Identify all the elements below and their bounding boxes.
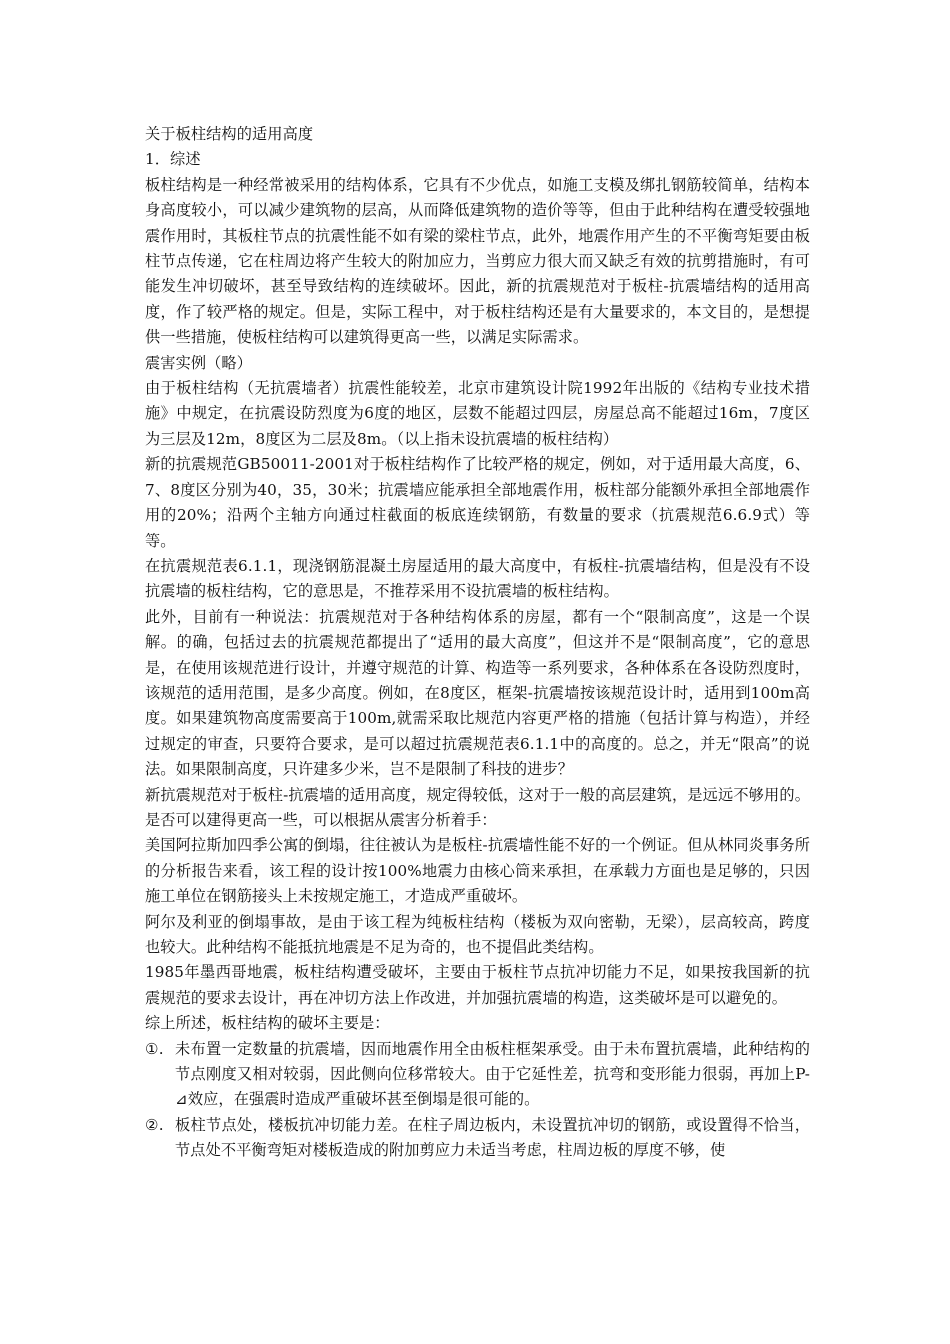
list-item: [145, 1037, 810, 1113]
list-text: 板柱节点处，楼板抗冲切能力差。在柱子周边板内，未设置抗冲切的钢筋，或设置得不恰当，节点处不平衡弯矩对楼板造成的附加剪应力未适当考虑，柱周边板的厚度不够，使: [175, 1115, 810, 1160]
list-item: [145, 1113, 810, 1164]
document-title: 关于板柱结构的适用高度: [145, 125, 314, 143]
paragraph: 震害实例（略）: [145, 353, 253, 372]
list-marker: ②.: [145, 1115, 164, 1134]
paragraph: 由于板柱结构（无抗震墙者）抗震性能较差，北京市建筑设计院1992年出版的《结构专业技术措施》中规定，在抗震设防烈度为6度的地区，层数不能超过四层，房屋总高不能超过16m，7度区为三层及12m，8度区为二层及8m。（以上指未设抗震墙的板柱结构）: [145, 379, 810, 448]
paragraph: 美国阿拉斯加四季公寓的倒塌，往往被认为是板柱-抗震墙性能不好的一个例证。但从林同炎事务所的分析报告来看，该工程的设计按100%地震力由核心筒来承担，在承载力方面也是足够的，只因施工单位在钢筋接头上未按规定施工，才造成严重破坏。: [145, 836, 810, 906]
list-text: 未布置一定数量的抗震墙，因而地震作用全由板柱框架承受。由于未布置抗震墙，此种结构的节点刚度又相对较弱，因此侧向位移常较大。由于它延性差，抗弯和变形能力很弱，再加上P-⊿效应，在强震时造成严重破坏甚至倒塌是很可能的。: [175, 1039, 810, 1109]
paragraph: 新的抗震规范GB50011-2001对于板柱结构作了比较严格的规定，例如，对于适用最大高度，6、7、8度区分别为40，35，30米；抗震墙应能承担全部地震作用，板柱部分能额外承担全部地震作用的20%；沿两个主轴方向通过柱截面的板底连续钢筋，有数量的要求（抗震规范6.6.9式）等等。: [145, 455, 810, 550]
paragraph: 在抗震规范表6.1.1，现浇钢筋混凝土房屋适用的最大高度中，有板柱-抗震墙结构，但是没有不设抗震墙的板柱结构，它的意思是，不推荐采用不设抗震墙的板柱结构。: [145, 556, 810, 601]
paragraph: 新抗震规范对于板柱-抗震墙的适用高度，规定得较低，这对于一般的高层建筑，是远远不够用的。是否可以建得更高一些，可以根据从震害分析着手：: [145, 785, 811, 829]
paragraph: 板柱结构是一种经常被采用的结构体系，它具有不少优点，如施工支模及绑扎钢筋较简单，结构本身高度较小，可以减少建筑物的层高，从而降低建筑物的造价等等，但由于此种结构在遭受较强地震作用时，其板柱节点的抗震性能不如有梁的梁柱节点，此外，地震作用产生的不平衡弯矩要由板柱节点传递，它在柱周边将产生较大的附加应力，当剪应力很大而又缺乏有效的抗剪措施时，有可能发生冲切破坏，甚至导致结构的连续破坏。因此，新的抗震规范对于板柱-抗震墙结构的适用高度，作了较严格的规定。但是，实际工程中，对于板柱结构还是有大量要求的，本文目的，是想提供一些措施，使板柱结构可以建筑得更高一些，以满足实际需求。: [145, 175, 810, 347]
list-marker: ①.: [145, 1039, 164, 1058]
paragraph: 1985年墨西哥地震，板柱结构遭受破坏，主要由于板柱节点抗冲切能力不足，如果按我国新的抗震规范的要求去设计，再在冲切方法上作改进，并加强抗震墙的构造，这类破坏是可以避免的。: [145, 963, 810, 1007]
paragraph: 综上所述，板柱结构的破坏主要是：: [145, 1014, 390, 1033]
paragraph: 阿尔及利亚的倒塌事故，是由于该工程为纯板柱结构（楼板为双向密勒，无梁），层高较高，跨度也较大。此种结构不能抵抗地震是不足为奇的，也不提倡此类结构。: [145, 912, 810, 956]
document-page: [145, 122, 810, 1164]
section-heading: 1．综述: [145, 150, 201, 169]
paragraph: 此外，目前有一种说法：抗震规范对于各种结构体系的房屋，都有一个“限制高度”，这是一个误解。的确，包括过去的抗震规范都提出了“适用的最大高度”，但这并不是“限制高度”，它的意思是，在使用该规范进行设计，并遵守规范的计算、构造等一系列要求，各种体系在各设防烈度时，该规范的适用范围，是多少高度。例如，在8度区，框架-抗震墙按该规范设计时，适用到100m高度。如果建筑物高度需要高于100m,就需采取比规范内容更严格的措施（包括计算与构造），并经过规定的审查，只要符合要求，是可以超过抗震规范表6.1.1中的高度的。总之，并无“限高”的说法。如果限制高度，只许建多少米，岂不是限制了科技的进步？: [145, 607, 810, 779]
